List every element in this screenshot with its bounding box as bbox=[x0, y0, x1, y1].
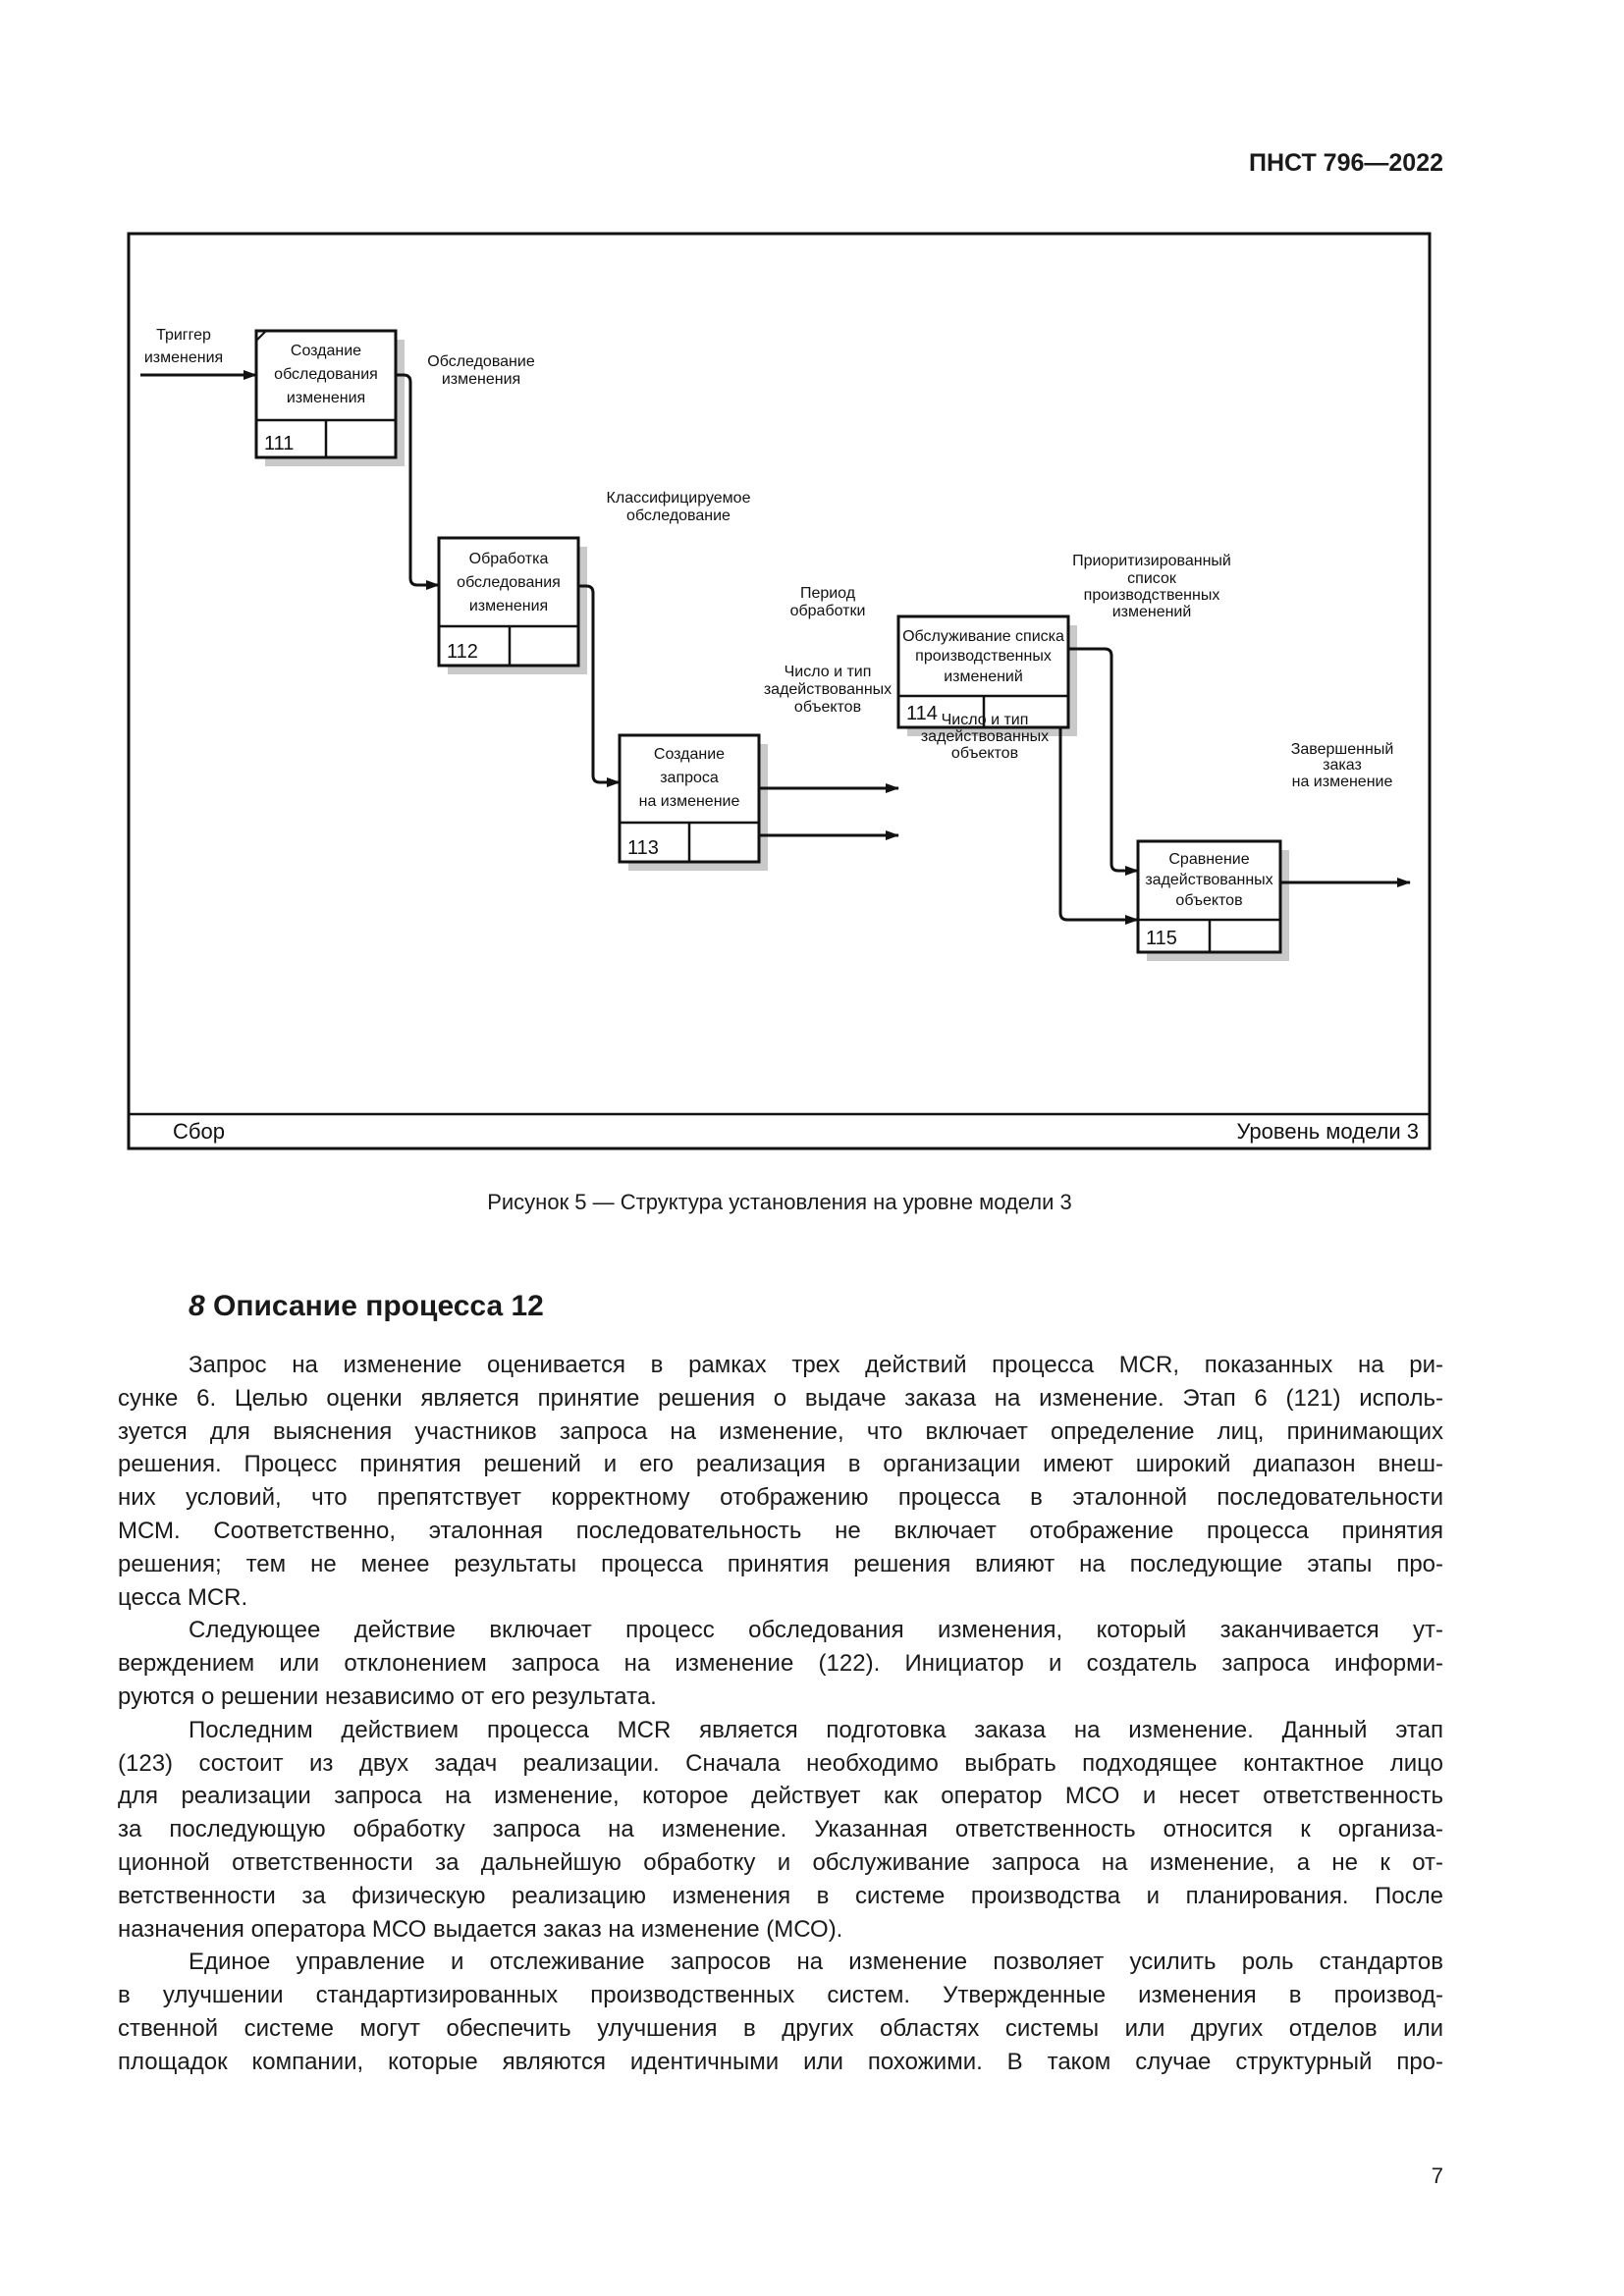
activity-box-112 bbox=[439, 538, 587, 674]
arrow-label: Завершенный bbox=[1290, 741, 1394, 758]
body-line: (123) состоит из двух задач реализации. Сначала необходимо выбрать подходящее контактное лицо bbox=[118, 1749, 1443, 1777]
body-line: Следующее действие включает процесс обследования изменения, который заканчивается ут- bbox=[189, 1617, 1443, 1644]
arrow-label: обследование bbox=[626, 507, 731, 524]
body-line: зуется для выяснения участников запроса на изменение, что включает определение лиц, принимающих bbox=[118, 1417, 1443, 1445]
box-number: 113 bbox=[627, 837, 659, 859]
arrow-label: объектов bbox=[950, 745, 1019, 762]
box-label: задействованных bbox=[1145, 872, 1273, 888]
page-number: 7 bbox=[1431, 2163, 1443, 2188]
body-line: них условий, что препятствует корректному отображению процесса в эталонной последовательности bbox=[118, 1484, 1443, 1512]
arrow-label: производственных bbox=[1083, 587, 1220, 604]
box-label: изменения bbox=[468, 598, 549, 614]
document-id: ПНСТ 796—2022 bbox=[1249, 149, 1443, 177]
arrow-label: обработки bbox=[789, 603, 866, 619]
body-line: МСМ. Соответственно, эталонная последовательность не включает отображение процесса принятия bbox=[118, 1517, 1443, 1544]
footer-right-label: Уровень модели 3 bbox=[1236, 1119, 1419, 1144]
arrow-114-115-count bbox=[1060, 727, 1138, 920]
box-label: изменения bbox=[286, 390, 366, 406]
body-line: ственной системе могут обеспечить улучшения в других областях системы или других отделов или bbox=[118, 2014, 1443, 2042]
arrow-label: объектов bbox=[793, 699, 862, 716]
box-label: производственных bbox=[915, 648, 1052, 665]
box-label: запроса bbox=[660, 770, 719, 786]
arrow-label: изменения bbox=[441, 371, 521, 388]
body-line: в улучшении стандартизированных производственных систем. Утвержденные изменения в производ- bbox=[118, 1982, 1443, 2009]
body-line: Единое управление и отслеживание запросов на изменение позволяет усилить роль стандартов bbox=[189, 1949, 1443, 1976]
footer-left-label: Сбор bbox=[173, 1119, 225, 1144]
arrow-label: изменения bbox=[143, 349, 224, 366]
box-label: Создание bbox=[653, 746, 726, 763]
box-number: 114 bbox=[906, 703, 938, 724]
activity-box-115 bbox=[1138, 841, 1289, 961]
box-label: Обработка bbox=[468, 551, 549, 567]
arrow-label: изменений bbox=[1111, 604, 1192, 620]
box-label: Обслуживание списка bbox=[902, 628, 1064, 645]
arrow-114-115-priority bbox=[1068, 649, 1138, 871]
arrow-label: заказ bbox=[1323, 757, 1362, 774]
box-label: Сравнение bbox=[1168, 851, 1250, 868]
box-number: 111 bbox=[264, 433, 295, 454]
body-line: ветственности за физическую реализацию изменения в системе производства и планирования. После bbox=[118, 1882, 1443, 1909]
activity-box-113 bbox=[620, 735, 768, 871]
arrow-label: задействованных bbox=[763, 681, 893, 698]
body-line: для реализации запроса на изменение, которое действует как оператор МСО и несет ответственность bbox=[118, 1783, 1443, 1810]
body-line: Запрос на изменение оценивается в рамках трех действий процесса MCR, показанных на ри- bbox=[189, 1352, 1443, 1378]
body-line: верждением или отклонением запроса на изменение (122). Инициатор и создатель запроса информи- bbox=[118, 1650, 1443, 1678]
box-number: 115 bbox=[1146, 928, 1177, 949]
box-number: 112 bbox=[447, 641, 478, 663]
arrow-label: Число и тип bbox=[941, 712, 1029, 728]
arrow-label: Триггер bbox=[156, 327, 211, 344]
box-label: объектов bbox=[1175, 892, 1243, 909]
box-label: Создание bbox=[290, 343, 362, 359]
activity-box-111 bbox=[256, 331, 405, 466]
body-line: решения. Процесс принятия решений и его реализация в организации имеют широкий диапазон внеш- bbox=[118, 1451, 1443, 1478]
body-line: за последующую обработку запроса на изменение. Указанная ответственность относится к организа- bbox=[118, 1816, 1443, 1843]
body-line: ционной ответственности за дальнейшую обработку и обслуживание запроса на изменение, а не к от- bbox=[118, 1848, 1443, 1876]
body-line: руются о решении независимо от его результата. bbox=[118, 1682, 657, 1710]
section-number: 8 bbox=[189, 1290, 205, 1322]
body-line: площадок компании, которые являются идентичными или похожими. В таком случае структурный про- bbox=[118, 2048, 1443, 2075]
body-line: сунке 6. Целью оценки является принятие решения о выдаче заказа на изменение. Этап 6 (121) исполь- bbox=[118, 1384, 1443, 1412]
box-label: обследования bbox=[457, 574, 561, 591]
body-line: решения; тем не менее результаты процесса принятия решения влияют на последующие этапы про- bbox=[118, 1550, 1443, 1577]
section-heading bbox=[189, 1290, 544, 1323]
arrow-label: Классифицируемое bbox=[606, 490, 751, 507]
body-text bbox=[118, 1349, 1443, 2079]
body-line: назначения оператора МСО выдается заказ на изменение (МСО). bbox=[118, 1915, 843, 1943]
arrow-label: Число и тип bbox=[784, 664, 872, 680]
arrow-label: задействованных bbox=[920, 728, 1050, 745]
arrow-label: Обследование bbox=[427, 353, 535, 370]
body-line: цесса MCR. bbox=[118, 1583, 248, 1611]
box-label: изменений bbox=[944, 668, 1023, 685]
arrow-label: Период bbox=[799, 585, 856, 602]
box-label: на изменение bbox=[638, 793, 740, 810]
section-title: Описание процесса 12 bbox=[204, 1290, 544, 1322]
arrow-label: Приоритизированный bbox=[1072, 553, 1231, 569]
box-label: обследования bbox=[274, 366, 378, 383]
arrow-label: список bbox=[1127, 570, 1176, 587]
arrow-label: на изменение bbox=[1291, 774, 1393, 790]
figure-caption: Рисунок 5 — Структура установления на уровне модели 3 bbox=[487, 1190, 1072, 1214]
body-line: Последним действием процесса MCR является подготовка заказа на изменение. Данный этап bbox=[189, 1716, 1443, 1743]
